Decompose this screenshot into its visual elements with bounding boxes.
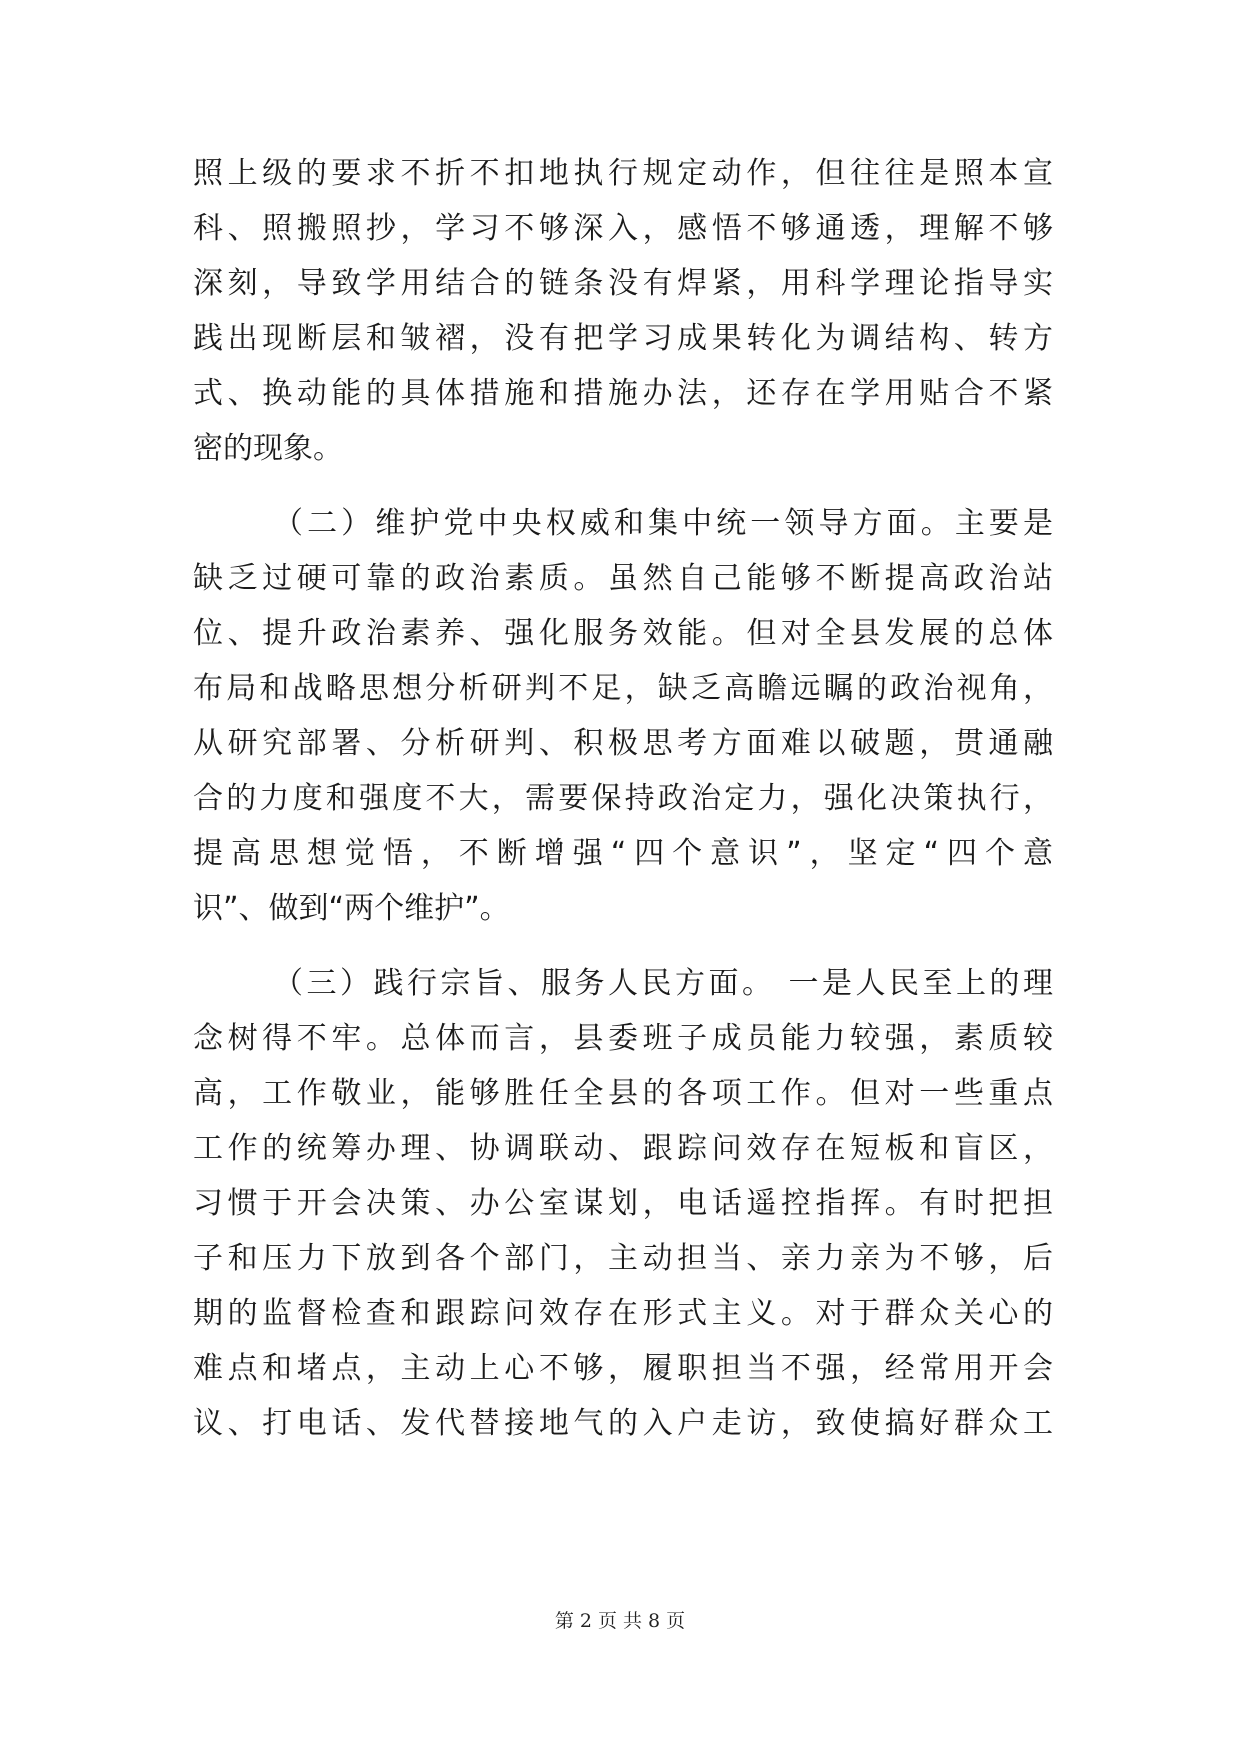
paragraph-2-line-4: 布局和战略思想分析研判不足，缺乏高瞻远瞩的政治视角， (193, 671, 1053, 706)
paragraph-1-line-1: 照上级的要求不折不扣地执行规定动作，但往往是照本宣 (193, 156, 1053, 191)
paragraph-3-line-4: 工作的统筹办理、协调联动、跟踪问效存在短板和盲区， (193, 1131, 1053, 1166)
paragraph-2-line-6: 合的力度和强度不大，需要保持政治定力，强化决策执行， (193, 781, 1053, 816)
paragraph-2-line-5: 从研究部署、分析研判、积极思考方面难以破题，贯通融 (193, 726, 1053, 761)
paragraph-2-line-8: 识”、做到“两个维护”。 (193, 891, 510, 926)
paragraph-1-line-4: 践出现断层和皱褶，没有把学习成果转化为调结构、转方 (193, 321, 1053, 356)
paragraph-1-line-5: 式、换动能的具体措施和措施办法，还存在学用贴合不紧 (193, 376, 1053, 411)
paragraph-1-line-3: 深刻，导致学用结合的链条没有焊紧，用科学理论指导实 (193, 266, 1053, 301)
paragraph-2-line-2: 缺乏过硬可靠的政治素质。虽然自己能够不断提高政治站 (193, 561, 1053, 596)
paragraph-3-line-8: 难点和堵点，主动上心不够，履职担当不强，经常用开会 (193, 1351, 1053, 1386)
page-number-footer: 第 2 页 共 8 页 (554, 1610, 686, 1632)
paragraph-3-line-6: 子和压力下放到各个部门，主动担当、亲力亲为不够，后 (193, 1241, 1053, 1276)
paragraph-2-line-7: 提高思想觉悟，不断增强“四个意识”，坚定“四个意 (193, 836, 1053, 871)
paragraph-1-line-2: 科、照搬照抄，学习不够深入，感悟不够通透，理解不够 (193, 211, 1053, 246)
paragraph-3-line-9: 议、打电话、发代替接地气的入户走访，致使搞好群众工 (193, 1406, 1053, 1441)
paragraph-3-line-5: 习惯于开会决策、办公室谋划，电话遥控指挥。有时把担 (193, 1186, 1053, 1221)
paragraph-2-line-1: （二）维护党中央权威和集中统一领导方面。主要是 (273, 506, 1053, 541)
paragraph-3-line-3: 高，工作敬业，能够胜任全县的各项工作。但对一些重点 (193, 1076, 1053, 1111)
paragraph-3-line-7: 期的监督检查和跟踪问效存在形式主义。对于群众关心的 (193, 1296, 1053, 1331)
paragraph-2-line-3: 位、提升政治素养、强化服务效能。但对全县发展的总体 (193, 616, 1053, 651)
paragraph-3-line-2: 念树得不牢。总体而言，县委班子成员能力较强，素质较 (193, 1021, 1053, 1056)
paragraph-1-line-6: 密的现象。 (193, 431, 343, 466)
paragraph-3-line-1: （三）践行宗旨、服务人民方面。 一是人民至上的理 (273, 966, 1053, 1001)
